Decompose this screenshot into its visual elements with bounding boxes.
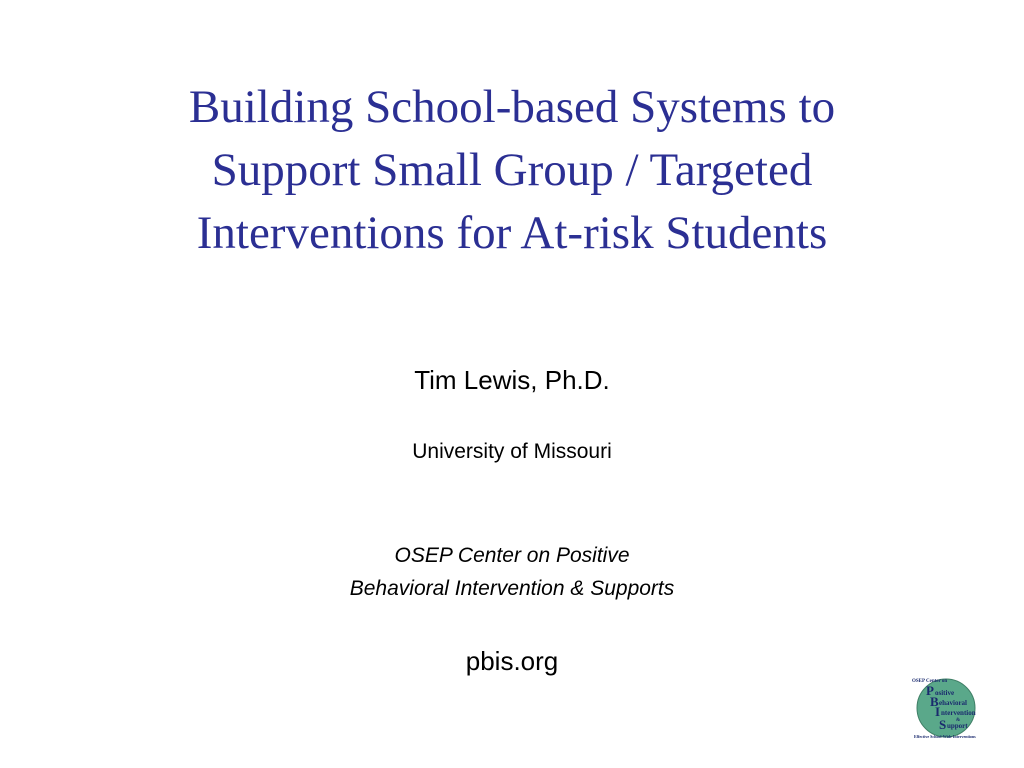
title-line-1: Building School-based Systems to — [188, 81, 836, 133]
logo-letter-s: S — [939, 717, 947, 732]
logo-ampersand: & — [956, 718, 961, 723]
center-name-line-1: OSEP Center on Positive — [394, 544, 630, 567]
website-url: pbis.org — [465, 646, 559, 676]
logo-letter-b: B — [930, 694, 939, 709]
logo-word-intervention: ntervention — [941, 709, 976, 717]
slide-title — [60, 76, 964, 265]
author-name: Tim Lewis, Ph.D. — [414, 365, 610, 395]
logo-letter-i: I — [935, 704, 941, 719]
logo-word-support: upport — [947, 722, 968, 730]
logo-letter-p: P — [926, 683, 934, 698]
title-line-3: Interventions for At-risk Students — [196, 207, 828, 259]
title-line-2: Support Small Group / Targeted — [211, 144, 813, 196]
logo-top-text: OSEP Center on — [912, 679, 948, 684]
logo-word-behavioral: ehavioral — [939, 699, 967, 707]
center-name-line-2: Behavioral Intervention & Supports — [349, 577, 675, 600]
pbis-logo-icon — [904, 674, 996, 740]
logo-word-positive: ositive — [935, 689, 955, 697]
logo-bottom-text: Effective School-Wide Interventions — [914, 734, 976, 739]
affiliation: University of Missouri — [412, 440, 612, 463]
